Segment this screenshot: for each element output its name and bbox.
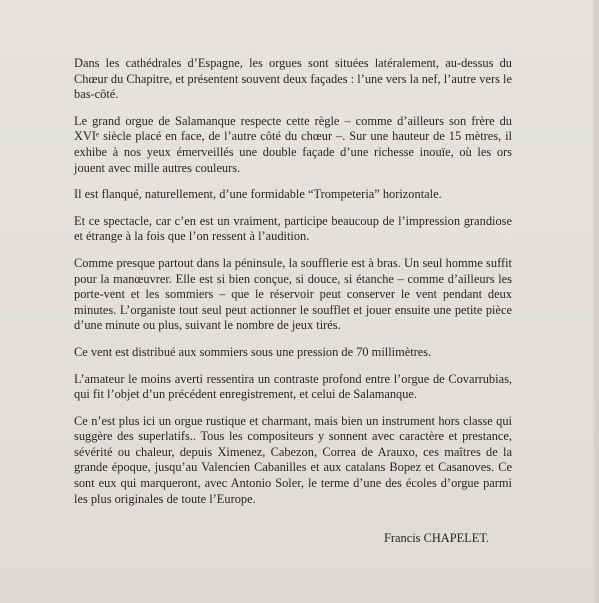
paragraph-6: Ce vent est distribué aux sommiers sous une pression de 70 millimètres. — [74, 344, 432, 359]
paragraph-5: Comme presque partout dans la péninsule, la soufflerie est à bras. Un seul homme suffit pour la manœuvrer. Elle est si bien conçue, si douce, si étanche – comme d’ailleurs les porte-vent et les sommiers – que le réservoir peut conserver le vent pendant deux minutes. L’organiste tout seul peut actionner le soufflet et jouer ensuite une petite pièce d’une minute ou plus, suivant le nombre de jeux tirés. — [74, 255, 512, 333]
paragraph-7: L’amateur le moins averti ressentira un contraste profond entre l’orgue de Covarrubias, qui fit l’objet d’un précédent enregistrement, et celui de Salamanque. — [74, 371, 512, 402]
page-edge — [593, 0, 599, 603]
body-text — [74, 56, 512, 518]
paragraph-2: Le grand orgue de Salamanque respecte cette règle – comme d’ailleurs son frère du XVIᵉ siècle placé en face, de l’autre côté du chœur –. Sur une hauteur de 15 mètres, il exhibe à nos yeux émerveillés une double façade d’une richesse inouïe, où les ors jouent avec mille autres couleurs. — [74, 113, 512, 175]
paragraph-8: Ce n’est plus ici un orgue rustique et charmant, mais bien un instrument hors classe qui suggère des superlatifs.. Tous les compositeurs y sonnent avec caractère et prestance, sévérité ou chaleur, depuis Ximenez, Cabezon, Correa de Arauxo, ces maîtres de la grande époque, jusqu’au Valencien Cabanilles et aux catalans Bopez et Casanoves. Ce sont eux qui marqueront, avec Antonio Soler, le terme d’une des écoles d’orgue parmi les plus originales de toute l’Europe. — [74, 413, 512, 506]
paragraph-3: Il est flanqué, naturellement, d’une formidable “Trompeteria” horizontale. — [74, 187, 442, 202]
paragraph-1: Dans les cathédrales d’Espagne, les orgues sont situées latéralement, au-dessus du Chœur du Chapitre, et présentent souvent deux façades : l’une vers la nef, l’autre vers le bas-côté. — [74, 56, 512, 102]
author-signature: Francis CHAPELET. — [384, 531, 490, 545]
paragraph-4: Et ce spectacle, car c’en est un vraiment, participe beaucoup de l’impression grandiose et étrange à la fois que l’on ressent à l’audition. — [74, 213, 512, 244]
